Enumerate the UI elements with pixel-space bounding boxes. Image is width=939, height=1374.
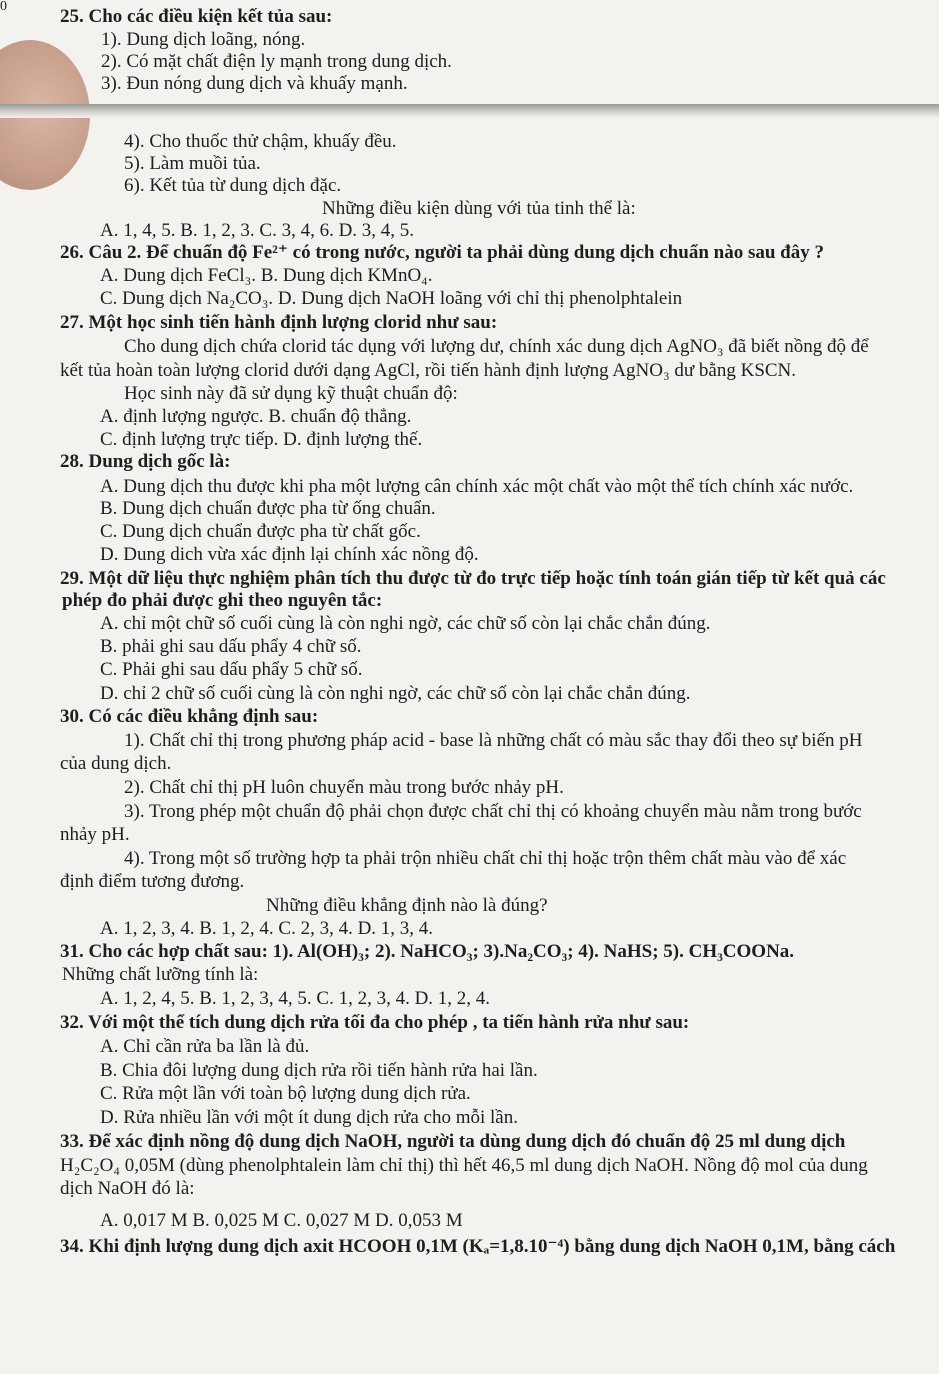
q30-statement-2: 2). Chất chỉ thị pH luôn chuyển màu trong bước nhảy pH.: [124, 777, 564, 798]
q25-condition-4: 4). Cho thuốc thử chậm, khuấy đều.: [124, 131, 397, 152]
q25-condition-2: 2). Có mặt chất điện ly mạnh trong dung dịch.: [101, 51, 452, 72]
q29-answer-d: D. chỉ 2 chữ số cuối cùng là còn nghi ngờ, các chữ số còn lại chắc chắn đúng.: [100, 683, 691, 704]
q29-answer-a: A. chỉ một chữ số cuối cùng là còn nghi ngờ, các chữ số còn lại chắc chắn đúng.: [100, 613, 711, 634]
question-33: 33. Để xác định nồng độ dung dịch NaOH, người ta dùng dung dịch đó chuẩn độ 25 ml dung dịch: [60, 1131, 846, 1152]
q30-statement-1: 1). Chất chỉ thị trong phương pháp acid - base là những chất có màu sắc thay đổi theo sự biến pH: [124, 730, 863, 751]
q30-statement-4-cont: định điểm tương đương.: [60, 871, 245, 892]
q27-answers-cd: C. định lượng trực tiếp. D. định lượng thế.: [100, 429, 423, 450]
edge-mark: 0: [0, 0, 7, 14]
q31-prompt: Những chất lưỡng tính là:: [62, 964, 259, 985]
q29-answer-b: B. phải ghi sau dấu phẩy 4 chữ số.: [100, 636, 362, 657]
q26-answers-ab: A. Dung dịch FeCl₃. B. Dung dịch KMnO₄.: [100, 265, 433, 286]
q27-text-1: Cho dung dịch chứa clorid tác dụng với lượng dư, chính xác dung dịch AgNO₃ đã biết nồng độ để: [124, 336, 869, 357]
question-26: 26. Câu 2. Để chuẩn độ Fe²⁺ có trong nước, người ta phải dùng dung dịch chuẩn nào sau đây ?: [60, 242, 824, 263]
q32-answer-d: D. Rửa nhiều lần với một ít dung dịch rửa cho mỗi lần.: [100, 1107, 518, 1128]
q29-answer-c: C. Phải ghi sau dấu phẩy 5 chữ số.: [100, 659, 363, 680]
q25-condition-5: 5). Làm muồi tủa.: [124, 153, 261, 174]
q25-condition-1: 1). Dung dịch loãng, nóng.: [101, 29, 306, 50]
q27-text-3: Học sinh này đã sử dụng kỹ thuật chuẩn độ:: [124, 383, 458, 404]
q28-answer-d: D. Dung dich vừa xác định lại chính xác nồng độ.: [100, 544, 479, 565]
q30-answers: A. 1, 2, 3, 4. B. 1, 2, 4. C. 2, 3, 4. D. 1, 3, 4.: [100, 918, 434, 939]
q33-answers: A. 0,017 M B. 0,025 M C. 0,027 M D. 0,053 M: [100, 1210, 463, 1231]
question-25: 25. Cho các điều kiện kết tủa sau:: [60, 6, 333, 27]
question-32: 32. Với một thể tích dung dịch rửa tối đa cho phép , ta tiến hành rửa như sau:: [60, 1012, 690, 1033]
q33-text: H₂C₂O₄ 0,05M (dùng phenolphtalein làm chỉ thị) thì hết 46,5 ml dung dịch NaOH. Nồng độ mol của dung: [60, 1155, 868, 1176]
q25-condition-6: 6). Kết tủa từ dung dịch đặc.: [124, 175, 342, 196]
question-29: 29. Một dữ liệu thực nghiệm phân tích thu được từ đo trực tiếp hoặc tính toán gián tiếp từ kết quả các: [60, 568, 886, 589]
q25-answers: A. 1, 4, 5. B. 1, 2, 3. C. 3, 4, 6. D. 3, 4, 5.: [100, 220, 415, 241]
q25-condition-3: 3). Đun nóng dung dịch và khuấy mạnh.: [101, 73, 408, 94]
q30-prompt: Những điều khẳng định nào là đúng?: [266, 895, 548, 916]
q30-statement-4: 4). Trong một số trường hợp ta phải trộn nhiều chất chỉ thị hoặc trộn thêm chất màu vào để xác: [124, 848, 847, 869]
q25-prompt: Những điều kiện dùng với tủa tinh thể là:: [322, 198, 636, 219]
q30-statement-3: 3). Trong phép một chuẩn độ phải chọn được chất chỉ thị có khoảng chuyển màu nằm trong bước: [124, 801, 862, 822]
q32-answer-b: B. Chia đôi lượng dung dịch rửa rồi tiến hành rửa hai lần.: [100, 1060, 538, 1081]
paper-fold: [0, 104, 939, 118]
q30-statement-1-cont: của dung dịch.: [60, 753, 172, 774]
question-34: 34. Khi định lượng dung dịch axit HCOOH 0,1M (Kₐ=1,8.10⁻⁴) bằng dung dịch NaOH 0,1M, bằng cách: [60, 1236, 896, 1257]
question-30: 30. Có các điều khẳng định sau:: [60, 706, 319, 727]
question-29-cont: phép đo phải được ghi theo nguyên tắc:: [62, 590, 383, 611]
q26-answers-cd: C. Dung dịch Na₂CO₃. D. Dung dịch NaOH loãng với chỉ thị phenolphtalein: [100, 288, 683, 309]
q27-text-2: kết tủa hoàn toàn lượng clorid dưới dạng AgCl, rồi tiến hành định lượng AgNO₃ dư bằng KSCN.: [60, 360, 797, 381]
q30-statement-3-cont: nhảy pH.: [60, 824, 130, 845]
q28-answer-c: C. Dung dịch chuẩn được pha từ chất gốc.: [100, 521, 421, 542]
q27-answers-ab: A. định lượng ngược. B. chuẩn độ thẳng.: [100, 406, 412, 427]
question-31: 31. Cho các hợp chất sau: 1). Al(OH)₃; 2). NaHCO₃; 3).Na₂CO₃; 4). NaHS; 5). CH₃COONa.: [60, 941, 795, 962]
q28-answer-a: A. Dung dịch thu được khi pha một lượng cân chính xác một chất vào một thể tích chính xác nước.: [100, 476, 854, 497]
q32-answer-a: A. Chỉ cần rửa ba lần là đủ.: [100, 1036, 310, 1057]
q33-text-cont: dịch NaOH đó là:: [60, 1178, 195, 1199]
question-27: 27. Một học sinh tiến hành định lượng clorid như sau:: [60, 312, 498, 333]
q28-answer-b: B. Dung dịch chuẩn được pha từ ống chuẩn.: [100, 498, 436, 519]
q31-answers: A. 1, 2, 4, 5. B. 1, 2, 3, 4, 5. C. 1, 2, 3, 4. D. 1, 2, 4.: [100, 988, 491, 1009]
q32-answer-c: C. Rửa một lần với toàn bộ lượng dung dịch rửa.: [100, 1083, 471, 1104]
question-28: 28. Dung dịch gốc là:: [60, 451, 231, 472]
